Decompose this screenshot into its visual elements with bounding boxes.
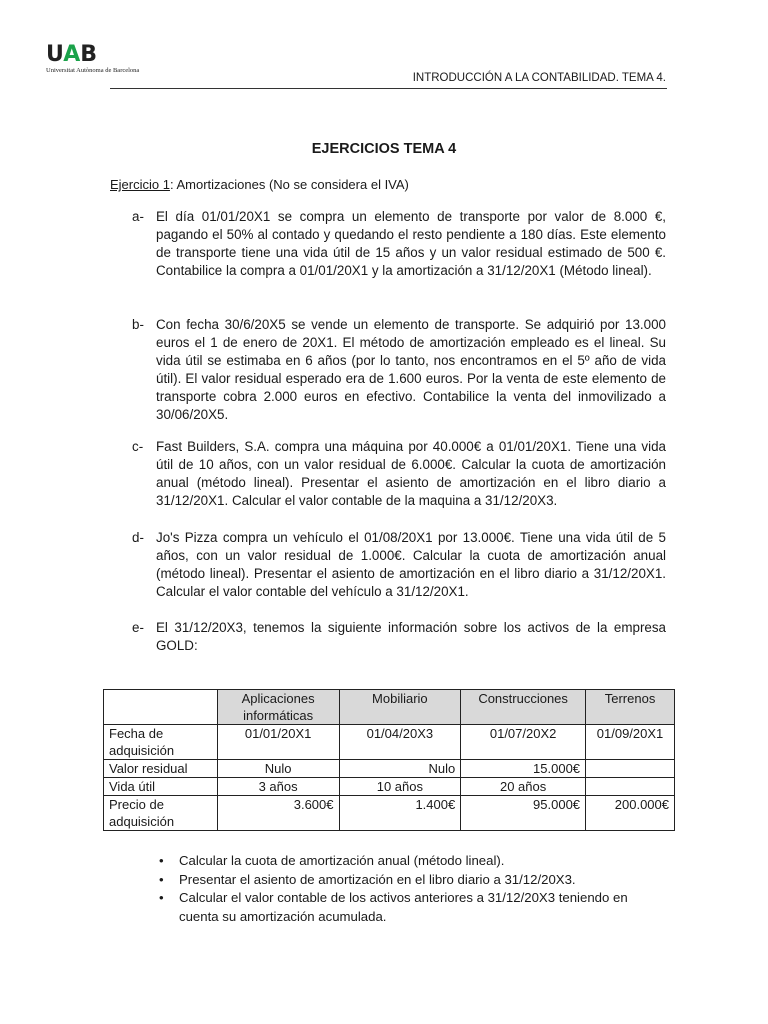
exercise-subtitle: : Amortizaciones (No se considera el IVA): [169, 177, 409, 192]
list-item: [156, 889, 666, 926]
uab-logo-mark: UAB: [46, 42, 97, 67]
list-item-text: Calcular la cuota de amortización anual (método lineal).: [179, 853, 505, 868]
page-title: EJERCICIOS TEMA 4: [311, 141, 457, 157]
row-label: Fecha de adquisición: [104, 725, 218, 760]
item-text: Fast Builders, S.A. compra una máquina por 40.000€ a 01/01/20X1. Tiene una vida útil de 10 años, con un valor residual de 6.000€. Calcular la cuota de amortización anual (método lineal). Presentar el asiento de amortización en el libro diario a 31/12/20X1. Calcular el valor contable de la maquina a 31/12/20X3.: [156, 439, 666, 508]
row-label: Valor residual: [104, 760, 218, 778]
bullet-icon: •: [159, 853, 164, 868]
table-cell: 01/04/20X3: [339, 725, 461, 760]
table-header-cell: Aplicaciones informáticas: [217, 690, 339, 725]
table-cell: 01/01/20X1: [217, 725, 339, 760]
table-cell: Nulo: [217, 760, 339, 778]
exercise-label: Ejercicio 1: [110, 177, 170, 192]
list-item-text: Calcular el valor contable de los activos anteriores a 31/12/20X3 teniendo en cuenta su amortización acumulada.: [179, 890, 628, 924]
item-label: a-: [132, 209, 144, 224]
item-text: Jo's Pizza compra un vehículo el 01/08/20X1 por 13.000€. Tiene una vida útil de 5 años, con un valor residual de 1.000€. Calcular la cuota de amortización anual (método lineal). Presentar el asiento de amortización en el libro diario a 31/12/20X1. Calcular el valor contable del vehículo a 31/12/20X1.: [156, 530, 666, 599]
assets-table: [103, 689, 675, 831]
item-text: El 31/12/20X3, tenemos la siguiente información sobre los activos de la empresa GOLD:: [156, 620, 666, 653]
table-cell: 95.000€: [461, 796, 586, 831]
task-list: [156, 852, 666, 926]
table-header-row: [104, 690, 675, 725]
table-cell: 3 años: [217, 778, 339, 796]
exercise-heading: [110, 177, 409, 192]
table-cell: 200.000€: [586, 796, 675, 831]
table-cell: [586, 778, 675, 796]
list-item: [156, 852, 666, 871]
table-cell: Nulo: [339, 760, 461, 778]
item-label: d-: [132, 530, 144, 545]
table-cell: 01/07/20X2: [461, 725, 586, 760]
uab-logo: [46, 44, 156, 74]
bullet-icon: •: [159, 890, 164, 905]
item-label: e-: [132, 620, 144, 635]
table-row: [104, 778, 675, 796]
table-cell: 1.400€: [339, 796, 461, 831]
item-text: El día 01/01/20X1 se compra un elemento de transporte por valor de 8.000 €, pagando el 50% al contado y quedando el resto pendiente a 180 días. Este elemento de transporte tiene una vida útil de 15 años y un valor residual estimado de 500 €. Contabilice la compra a 01/01/20X1 y la amortización a 31/12/20X1 (Método lineal).: [156, 209, 666, 278]
table-cell: 01/09/20X1: [586, 725, 675, 760]
bullet-icon: •: [159, 871, 164, 887]
table-header-cell: Construcciones: [461, 690, 586, 725]
table-row: [104, 725, 675, 760]
table-header-cell-empty: [104, 690, 218, 725]
table-cell: 3.600€: [217, 796, 339, 831]
table-cell: 20 años: [461, 778, 586, 796]
row-label: Vida útil: [104, 778, 218, 796]
list-item-text: Presentar el asiento de amortización en el libro diario a 31/12/20X3.: [179, 871, 576, 887]
list-item: [156, 871, 666, 890]
item-text: Con fecha 30/6/20X5 se vende un elemento de transporte. Se adquirió por 13.000 euros el 1 de enero de 20X1. El método de amortización empleado es el lineal. Su vida útil se estimaba en 6 años (por lo tanto, nos encontramos en el 5º año de vida útil). El valor residual esperado era de 1.600 euros. Por la venta de este elemento de transporte cobra 2.000 euros en efectivo. Contabilice la venta del inmovilizado a 30/06/20X5.: [156, 317, 666, 422]
table-cell: [586, 760, 675, 778]
table-row: [104, 760, 675, 778]
item-label: b-: [132, 317, 144, 332]
table-row: [104, 796, 675, 831]
page-header: INTRODUCCIÓN A LA CONTABILIDAD. TEMA 4.: [412, 72, 666, 84]
uab-logo-subtitle: Universitat Autònoma de Barcelona: [46, 67, 140, 74]
table-header-cell: Mobiliario: [339, 690, 461, 725]
table-cell: 10 años: [339, 778, 461, 796]
header-divider: [110, 88, 667, 89]
item-label: c-: [132, 439, 144, 454]
table-header-cell: Terrenos: [586, 690, 675, 725]
table-cell: 15.000€: [461, 760, 586, 778]
row-label: Precio de adquisición: [104, 796, 218, 831]
